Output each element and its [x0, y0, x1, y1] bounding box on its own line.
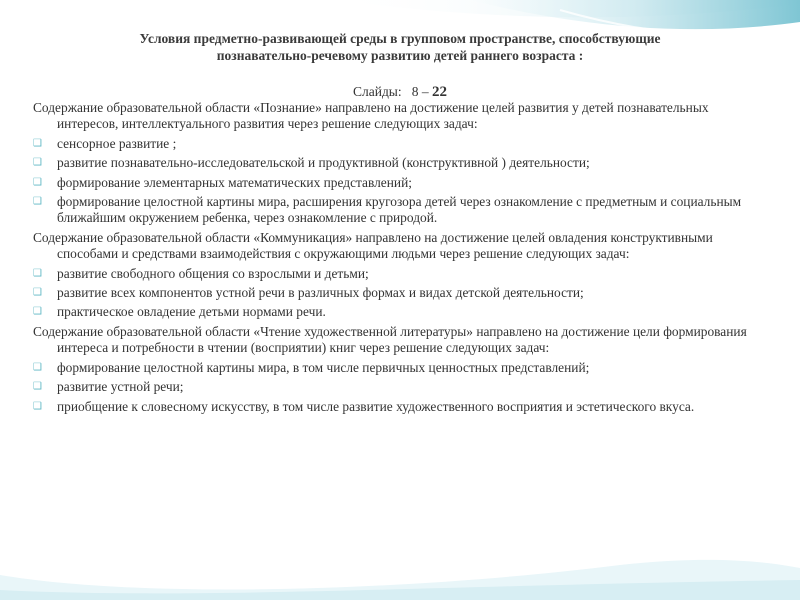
- list-item: ❑ формирование целостной картины мира, расширения кругозора детей через ознакомление с предметным и социальным ближайшим окружением ребенка, через ознакомление с природой.: [33, 194, 742, 226]
- slide-title-line-2: познавательно-речевому развитию детей раннего возраста :: [216, 48, 584, 63]
- block-heading-cognition: Содержание образовательной области «Познание» направлено на достижение целей развития у детей познавательных интересов, интеллектуального развития через решение следующих задач:: [33, 100, 709, 132]
- slides-range: [0, 84, 800, 101]
- list-item: ❑ развитие устной речи;: [33, 379, 184, 395]
- checkbox-square-icon: ❑: [33, 176, 42, 188]
- slides-from: 8: [411, 84, 419, 99]
- list-item: ❑ развитие познавательно-исследовательской и продуктивной (конструктивной ) деятельности;: [33, 155, 590, 171]
- checkbox-square-icon: ❑: [33, 361, 42, 373]
- list-item: ❑ развитие свободного общения со взрослыми и детьми;: [33, 265, 369, 281]
- block-heading-reading: Содержание образовательной области «Чтение художественной литературы» направлено на достижение цели формирования интереса и потребности в чтении (восприятии) книг через решение следующих задач:: [33, 323, 747, 356]
- checkbox-square-icon: ❑: [33, 306, 42, 318]
- list-item: ❑ развитие всех компонентов устной речи в различных формах и видах детской деятельности;: [33, 285, 584, 301]
- list-item: ❑ практическое овладение детьми нормами речи.: [33, 304, 326, 320]
- list-item: ❑ приобщение к словесному искусству, в том числе развитие художественного восприятия и эстетического вкуса.: [33, 398, 695, 414]
- list-item: ❑ сенсорное развитие ;: [33, 135, 177, 151]
- slides-dash: –: [421, 84, 429, 99]
- block-heading-communication: Содержание образовательной области «Коммуникация» направлено на достижение целей овладения конструктивными способами и средствами взаимодействия с окружающими людьми через решение следующих задач:: [33, 229, 713, 262]
- list-item: ❑ формирование целостной картины мира, в том числе первичных ценностных представлений;: [33, 359, 590, 375]
- slide-title-line-1: Условия предметно-развивающей среды в групповом пространстве, способствующие: [139, 31, 661, 46]
- list-item: ❑ формирование элементарных математических представлений;: [33, 174, 412, 190]
- slide-title: [40, 30, 760, 64]
- checkbox-square-icon: ❑: [33, 267, 42, 279]
- slides-label: Слайды:: [352, 84, 402, 99]
- checkbox-square-icon: ❑: [33, 381, 42, 393]
- checkbox-square-icon: ❑: [33, 287, 42, 299]
- checkbox-square-icon: ❑: [33, 400, 42, 412]
- slides-to: 22: [432, 84, 448, 100]
- checkbox-square-icon: ❑: [33, 157, 42, 169]
- content-body: [33, 100, 768, 418]
- checkbox-square-icon: ❑: [33, 137, 42, 149]
- checkbox-square-icon: ❑: [33, 196, 42, 208]
